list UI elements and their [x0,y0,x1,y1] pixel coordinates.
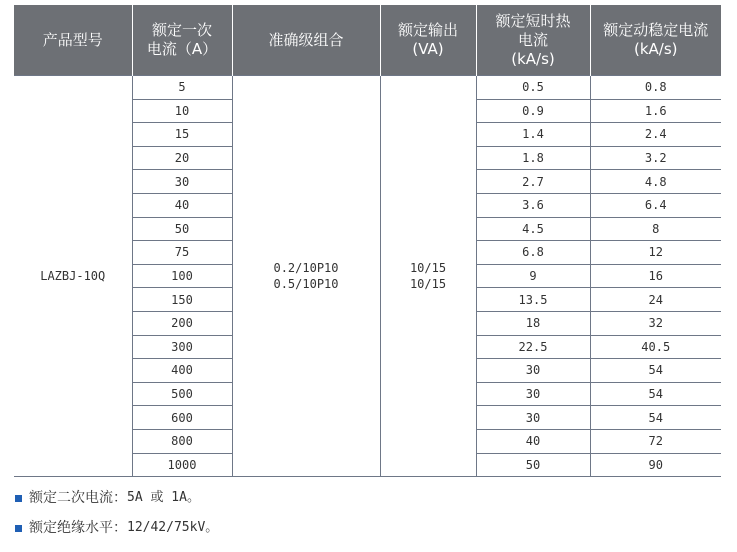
dynamic-current-cell: 2.4 [590,123,721,147]
header-model: 产品型号 [14,5,132,76]
dynamic-current-cell: 54 [590,382,721,406]
thermal-current-cell: 30 [476,382,590,406]
thermal-current-cell: 22.5 [476,335,590,359]
bullet-square-icon [15,525,22,532]
primary-current-cell: 5 [132,76,232,100]
note-value: 5A 或 1A。 [127,490,200,505]
thermal-current-cell: 40 [476,429,590,453]
model-cell: LAZBJ-10Q [14,76,132,477]
spec-table [14,5,721,477]
primary-current-cell: 400 [132,359,232,383]
note-label: 额定绝缘水平： [29,520,127,536]
thermal-current-cell: 6.8 [476,241,590,265]
primary-current-cell: 800 [132,429,232,453]
dynamic-current-cell: 12 [590,241,721,265]
dynamic-current-cell: 4.8 [590,170,721,194]
header-output: 额定输出 (VA) [380,5,476,76]
thermal-current-cell: 0.9 [476,99,590,123]
dynamic-current-cell: 6.4 [590,193,721,217]
primary-current-cell: 50 [132,217,232,241]
thermal-current-cell: 50 [476,453,590,477]
dynamic-current-cell: 90 [590,453,721,477]
primary-current-cell: 500 [132,382,232,406]
primary-current-cell: 75 [132,241,232,265]
dynamic-current-cell: 40.5 [590,335,721,359]
thermal-current-cell: 4.5 [476,217,590,241]
thermal-current-cell: 1.4 [476,123,590,147]
bullet-square-icon [15,495,22,502]
primary-current-cell: 300 [132,335,232,359]
primary-current-cell: 30 [132,170,232,194]
primary-current-cell: 200 [132,311,232,335]
header-thermal-current: 额定短时热 电流 (kA/s) [476,5,590,76]
accuracy-cell [232,76,380,477]
primary-current-cell: 100 [132,264,232,288]
thermal-current-cell: 0.5 [476,76,590,100]
dynamic-current-cell: 24 [590,288,721,312]
table-body [14,76,721,477]
header-primary-current: 额定一次 电流（A） [132,5,232,76]
thermal-current-cell: 13.5 [476,288,590,312]
dynamic-current-cell: 54 [590,359,721,383]
thermal-current-cell: 18 [476,311,590,335]
notes [14,483,218,543]
dynamic-current-cell: 16 [590,264,721,288]
dynamic-current-cell: 72 [590,429,721,453]
note-insulation-level [14,513,218,543]
output-line: 10/15 [409,277,447,292]
thermal-current-cell: 3.6 [476,193,590,217]
dynamic-current-cell: 1.6 [590,99,721,123]
primary-current-cell: 15 [132,123,232,147]
dynamic-current-cell: 3.2 [590,146,721,170]
note-value: 12/42/75kV。 [127,520,219,535]
note-label: 额定二次电流： [29,490,127,506]
thermal-current-cell: 9 [476,264,590,288]
primary-current-cell: 10 [132,99,232,123]
accuracy-line: 0.2/10P10 [273,261,339,276]
primary-current-cell: 600 [132,406,232,430]
dynamic-current-cell: 54 [590,406,721,430]
output-cell [380,76,476,477]
primary-current-cell: 40 [132,193,232,217]
dynamic-current-cell: 32 [590,311,721,335]
primary-current-cell: 1000 [132,453,232,477]
dynamic-current-cell: 0.8 [590,76,721,100]
primary-current-cell: 150 [132,288,232,312]
accuracy-line: 0.5/10P10 [273,277,339,292]
thermal-current-cell: 30 [476,406,590,430]
note-secondary-current [14,483,218,513]
thermal-current-cell: 1.8 [476,146,590,170]
dynamic-current-cell: 8 [590,217,721,241]
thermal-current-cell: 30 [476,359,590,383]
header-dynamic-current: 额定动稳定电流 (kA/s) [590,5,721,76]
header-row [14,5,721,76]
table-row [14,76,721,100]
primary-current-cell: 20 [132,146,232,170]
header-accuracy: 准确级组合 [232,5,380,76]
output-line: 10/15 [409,261,447,276]
thermal-current-cell: 2.7 [476,170,590,194]
